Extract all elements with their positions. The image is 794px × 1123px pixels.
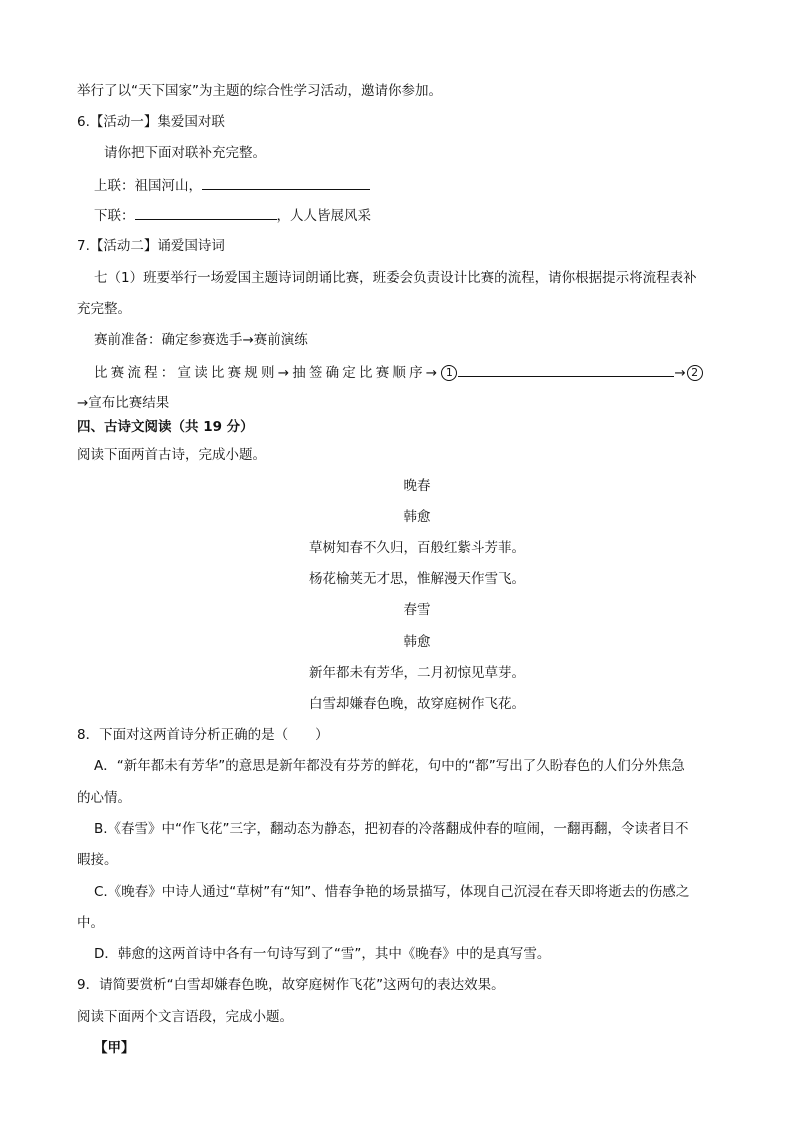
q8-option-b-line1: B.《春雪》中“作飞花”三字，翻动态为静态，把初春的冷落翻成仲春的喧闹，一翻再翻，令读者目不: [94, 821, 689, 837]
q7-desc-line1: 七（1）班要举行一场爱国主题诗词朗诵比赛，班委会负责设计比赛的流程，请你根据提示将流程表补: [94, 270, 697, 286]
intro-line: 举行了以“天下国家”为主题的综合性学习活动，邀请你参加。: [77, 83, 442, 99]
flow-prefix: 比赛流程：宣读比赛规则→抽签确定比赛顺序→: [94, 365, 441, 381]
classical-instruction: 阅读下面两个文言语段，完成小题。: [77, 1009, 293, 1025]
lower-couplet-blank[interactable]: [135, 205, 277, 220]
q7-flow: [0, 362, 794, 383]
upper-couplet-label: 上联：祖国河山，: [94, 178, 202, 194]
q8-option-d: D．韩愈的这两首诗中各有一句诗写到了“雪”，其中《晚春》中的是真写雪。: [94, 946, 551, 962]
q8-option-a-line2: 的心情。: [77, 790, 131, 806]
q8-option-c-line1: C.《晚春》中诗人通过“草树”有“知”、惜春争艳的场景描写，体现自己沉浸在春天即将逝去的伤感之: [94, 884, 690, 900]
q8-option-c-line2: 中。: [77, 915, 104, 931]
circle-two-icon: 2: [687, 365, 703, 381]
lower-couplet-label: 下联：: [94, 208, 135, 224]
q6-instruction: 请你把下面对联补充完整。: [104, 145, 266, 161]
flow-blank[interactable]: [458, 362, 674, 377]
poem1-line1: 草树知春不久归，百般红紫斗芳菲。: [309, 540, 525, 556]
q8-option-b-line2: 暇接。: [77, 852, 118, 868]
poem1-title: 晚春: [403, 478, 431, 494]
flow-arrow: →: [674, 365, 686, 381]
q8-stem: 8．下面对这两首诗分析正确的是（ ）: [77, 727, 329, 743]
upper-couplet-blank[interactable]: [202, 175, 370, 190]
q7-desc-line2: 充完整。: [77, 301, 131, 317]
poem2-line1: 新年都未有芳华，二月初惊见草芽。: [309, 665, 525, 681]
q7-flow-end: →宣布比赛结果: [77, 395, 170, 411]
q6-title: 6.【活动一】集爱国对联: [77, 114, 225, 130]
poem2-line2: 白雪却嫌春色晚，故穿庭树作飞花。: [309, 696, 525, 712]
q6-lower-couplet: [0, 205, 794, 226]
poem2-author: 韩愈: [403, 634, 431, 650]
q9-stem: 9．请简要赏析“白雪却嫌春色晚，故穿庭树作飞花”这两句的表达效果。: [77, 977, 505, 993]
poem1-line2: 杨花榆荚无才思，惟解漫天作雪飞。: [309, 571, 525, 587]
lower-couplet-suffix: ，人人皆展风采: [276, 208, 371, 224]
q7-prep: 赛前准备：确定参赛选手→赛前演练: [94, 332, 308, 348]
poem1-author: 韩愈: [403, 509, 431, 525]
section4-heading: 四、古诗文阅读（共 19 分）: [77, 419, 254, 435]
q6-upper-couplet: [0, 175, 794, 196]
circle-one-icon: 1: [441, 365, 457, 381]
classical-label: 【甲】: [94, 1040, 135, 1056]
q7-title: 7.【活动二】诵爱国诗词: [77, 238, 225, 254]
poem2-title: 春雪: [403, 602, 431, 618]
section4-instruction: 阅读下面两首古诗，完成小题。: [77, 447, 266, 463]
q8-option-a-line1: A．“新年都未有芳华”的意思是新年都没有芬芳的鲜花，句中的“都”写出了久盼春色的人们分外焦急: [94, 758, 685, 774]
